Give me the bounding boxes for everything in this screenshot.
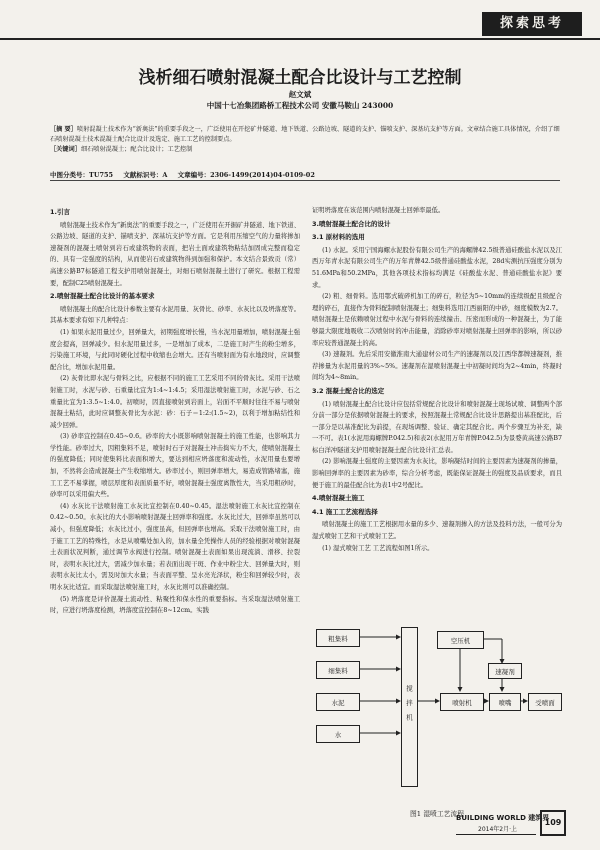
section-heading: 4.喷射混凝土施工 <box>312 494 365 503</box>
section-heading: 4.1 施工工艺流程选择 <box>312 507 378 516</box>
paragraph: (2) 影响混凝土强度的主要因素为水灰比，影响凝结时间的主要因素为速凝剂的掺量，影响回弹率的主要因素为砂率，综合分析考虑，既能保证混凝土的强度及品质要求，而且便于施工的最佳配合比为表1中2号配比。 <box>312 458 562 489</box>
meta-rule <box>50 180 560 181</box>
abstract-label: ［摘 要］ <box>50 126 77 133</box>
paragraph: (1) 如果水泥用量过少，回弹量大，初期强度增长慢，当水泥用量增加，喷射混凝土强度会提高，回弹减少。但水泥用量过多，一是增加了成本，二是施工时产生的粉尘增多，污染施工环境，与此同时硬化过程中收缩也会增大。还有当喷射面为有水地段时，应调整配合比，增加水泥用量。 <box>50 328 300 371</box>
sprayer-box: 喷射机 <box>440 693 484 711</box>
paragraph: 喷射混凝土的配合比设计参数主要有水泥用量、灰骨比、砂率、水灰比以及坍落度等。其基本要求有如下几种特点： <box>50 305 300 325</box>
section-heading: 3.2 混凝土配合比的选定 <box>312 386 385 395</box>
sprayed-surface-box: 受喷面 <box>528 693 562 711</box>
flow-arrows <box>312 625 562 797</box>
doc-code: 文献标识号：A <box>123 171 168 179</box>
compressor-box: 空压机 <box>437 631 484 649</box>
header-rule <box>0 38 600 40</box>
cement-box: 水泥 <box>316 693 360 711</box>
section-heading: 3.1 原材料的选用 <box>312 233 365 242</box>
paragraph: (4) 水灰比干法喷射施工水灰比宜控制在0.40~0.45。湿法喷射施工水灰比宜控制在0.42~0.50。水灰比的大小影响喷射混凝土回弹率和强度。水灰比过大，回弹率虽然可以减小，但强度降低；水灰比过小，强度虽高，但回弹率也增高。采取干法喷射施工时，由于施工工艺的特殊性，水是从喷嘴处加入的，加水量全凭操作人员的经验根据对喷射混凝土表面状况判断，通过调节水阀进行控制。喷射混凝土表面如果出现流淌、滑移、拉裂时，表明水灰比过大，需减少加水量；若表面出现干斑、作业中粉尘大、回弹量大时，则表明水灰比太小，需及时加大水量；当表面平整、呈水亮光泽状，粉尘和回弹较少时，表明水灰比适宜。而采取湿法喷射施工时，水灰比则可以准确控制。 <box>50 502 300 591</box>
figure-caption: 图1 湿喷工艺流程 <box>409 810 465 818</box>
accelerator-box: 速凝剂 <box>488 663 522 679</box>
footer-rule <box>456 834 536 835</box>
fine-aggregate-box: 细集料 <box>316 661 360 679</box>
mixer-box: 搅拌机 <box>401 627 418 787</box>
paragraph: (2) 灰骨比即水泥与骨料之比，应根据不同的施工工艺采用不同的骨灰比。采用干法喷射施工时，水泥与砂、石重量比宜为1:4~1:4.5；采用湿法喷射施工时，水泥与砂、石之重量比宜为1:3.5~1:4.0。初喷时，因直接喷射到岩面上，岩面不平顺时往往不易与喷射混凝土粘结，此时应调整灰骨比为水泥：砂：石子＝1:2:(1.5~2)，以利于增加粘结性和减少回弹。 <box>50 375 300 429</box>
paragraph: (1) 湿式喷射工艺 工艺流程如图1所示。 <box>322 544 434 552</box>
author: 赵文斌 <box>288 90 312 99</box>
abstract <box>50 125 560 155</box>
paragraph: (1) 喷射混凝土配合比设计应包括常规配合比设计和喷射混凝土现场试喷、调整两个部分前一部分是依据喷射混凝土的要求，按照混凝土常规配合比设计思路提出基准配比，后一部分是以基准配比为前提，在现场调整、验证、确定其配合比。两个步骤互为补充，缺一不可。表1(水泥用海螺牌P.042.5)和表2(水泥用万年青牌P.042.5)为景婺黄高速公路B7标白洋冲隧道支护用喷射混凝土配合比设计汇总表。 <box>312 400 562 454</box>
body-left-column <box>50 205 300 617</box>
body-right-column <box>312 205 562 554</box>
section-tag: 探索思考 <box>482 12 582 36</box>
page-number: 109 <box>540 810 566 836</box>
paragraph: 喷射混凝土的施工工艺根据用水量的多少、速凝剂掺入的方法及投料方法，一般可分为湿式喷射工艺和干式喷射工艺。 <box>312 521 562 541</box>
section-heading: 2.喷射混凝土配合比设计的基本要求 <box>50 292 155 301</box>
nozzle-box: 喷嘴 <box>489 693 521 711</box>
paragraph: (3) 速凝剂。先后采用安徽淮南大通建材公司生产的速凝剂以及江西华都牌速凝剂，推荐掺量为水泥用量的3%~5%。速凝剂在湿喷射混凝土中初凝时间均为2~4min，终凝时间均为4~8min。 <box>312 351 562 382</box>
paragraph: (2) 粗、细骨料。选用鄂式破碎机加工的碎石，粒径为5~10mm的连续级配且级配合理的碎石，直接作为骨料配制喷射混凝土；细集料选用江西丽阳的中砂，细度模数为2.7。喷射混凝土是依赖喷射过程中水泥与骨料的连续撞击、压密而形成的一种混凝土，为了能够最大限度地吸收二次喷射时的冲击能量，消除砂率对喷射混凝土回弹率的影响，所以砂率应较普通混凝土的高。 <box>312 293 562 347</box>
meta-line <box>50 170 323 179</box>
flow-diagram <box>312 625 562 797</box>
paragraph: (5) 坍落度是评价混凝土流动性、粘聚性和保水性的重要指标。当采取湿法喷射施工时，应进行坍落度检测，坍落度宜控制在8~12cm。实践 <box>50 595 300 615</box>
abstract-text: 喷射混凝土技术作为“新奥法”的重要手段之一，广泛使用在开挖矿井隧道、地下铁道、公路边坡、隧道的支护、锚喷支护、深基坑支护等方面。文章结合施工具体情况，介绍了细石喷射混凝土技术混凝土配合比设计及选定、施工工艺的控制要点。 <box>50 126 560 143</box>
keywords: 细石喷射混凝土；配合比设计；工艺控制 <box>80 146 193 153</box>
paragraph: (1) 水泥。采用宁国海螺水泥股份有限公司生产的海螺牌42.5级普通硅酸盐水泥以及江西万年青水泥有限公司生产的万年青牌42.5级普通硅酸盐水泥，28d实测抗压强度分别为51.6MPa和50.2MPa，其他各项技术指标均满足《硅酸盐水泥、普通硅酸盐水泥》要求。 <box>312 246 562 289</box>
coarse-aggregate-box: 粗集料 <box>316 629 360 647</box>
section-heading: 1.引言 <box>50 208 70 216</box>
paragraph: 喷射混凝土技术作为“新奥法”的重要手段之一，广泛使用在开掘矿井隧道、地下铁道、公路边坡、隧道的支护、锚喷支护、深基坑支护等方面。它是利用压缩空气的力量将掺加速凝剂的混凝土喷射到岩石或建筑物的表面，把岩土面或建筑物粘结加固成完整而稳定的、具有一定强度的结构，从而使岩石或建筑物得到加强和保护。本文结合景致贡（常）高速公路B7标隧道工程支护用喷射混凝土，对细石喷射混凝土进行了研究。根据工程需要，配制C25喷射混凝土。 <box>50 221 300 287</box>
section-heading: 3.喷射混凝土配合比的设计 <box>312 219 391 228</box>
footer-brand: BUILDING WORLD 建筑界 <box>456 814 550 822</box>
article-number: 文章编号：2306-1499(2014)04-0109-02 <box>177 171 315 179</box>
clc-number: 中图分类号：TU755 <box>50 171 114 179</box>
article-title: 浅析细石喷射混凝土配合比设计与工艺控制 <box>138 68 462 88</box>
water-box: 水 <box>316 725 360 743</box>
paragraph: (3) 砂率宜控制在0.45~0.6。砂率的大小既影响喷射混凝土的施工性能，也影响其力学性能。砂率过大，因粗集料不足，喷射时石子对混凝土冲击捣实力不大，使喷射混凝土的强度降低；同时使集料比表面积增大，要达到相应坍落度和流动性，水泥用量也要增加，不然将会造成混凝土产生收缩增大。砂率过小，则回弹率增大，易造成管路堵塞，施工工艺不易掌握，喷层厚度和表面质量不好，喷射混凝土强度离散性大，当采用粗砂时，砂率可以采用偏大些。 <box>50 433 300 499</box>
paragraph: 证明坍落度在该范围内喷射混凝土回弹率最低。 <box>312 207 445 214</box>
affiliation: 中国十七冶集团路桥工程技术公司 安徽马鞍山 243000 <box>206 101 394 110</box>
keywords-label: ［关键词］ <box>50 146 81 153</box>
footer-date: 2014年2月·上 <box>478 826 517 833</box>
